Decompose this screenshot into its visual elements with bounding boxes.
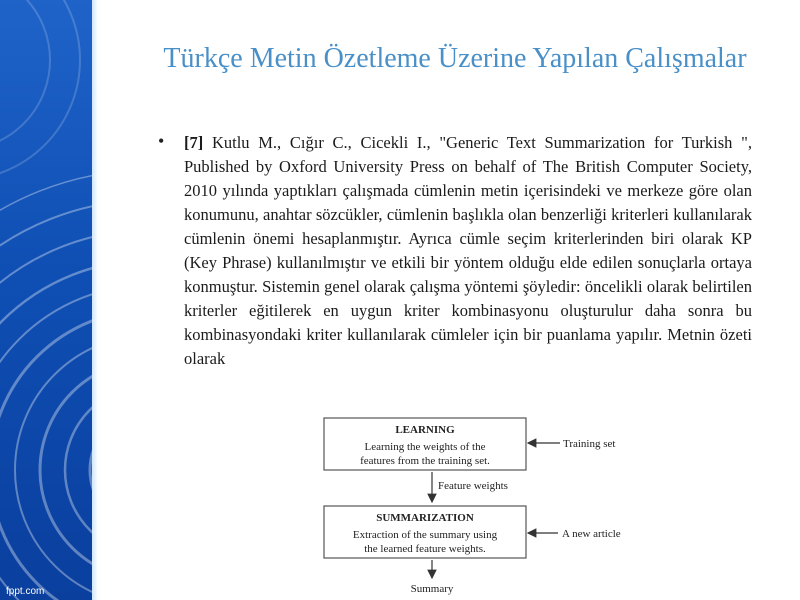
summarization-line1: Extraction of the summary using [352,529,498,541]
learning-title: LEARNING [395,424,455,436]
slide-title: Türkçe Metin Özetleme Üzerine Yapılan Çalışmalar [163,43,747,74]
footer-credit: fppt.com [6,586,45,597]
learning-line1: Learning the weights of the [364,441,486,453]
diagram-graphic [318,412,658,598]
paragraph-text: Kutlu M., Cığır C., Cicekli I., "Generic Text Summarization for Turkish ", Published by Oxford University Press on behalf of The British Computer Society, 2010 yılında yaptıkları çalışmada cümlenin metin içerisindeki ve merkeze göre olan konumunu, anahtar sözcükler, cümlenin başlıkla olan benzerliği kriterleri kullanılarak cümlenin önemi hesaplanmıştır. Ayrıca cümle seçim kriterlerinden biri olarak KP (Key Phrase) kullanılmıştır ve etkili bir yöntem olduğu elde edilen sonuçlarla ortaya konmuştur. Sistemin genel olarak çalışma yöntemi şöyledir: öncelikli olarak belirtilen kriterler eğitilerek en uygun kriter kombinasyonu oluşturulur daha sonra bu kombinasyondaki kriter kullanılarak cümleler için bir puanlama yapılır. Metnin özeti olarak [184,133,752,368]
learning-summarization-diagram [318,412,658,598]
band-edge-gradient [92,0,98,600]
bullet-marker: • [158,131,165,151]
summarization-title: SUMMARIZATION [376,512,474,524]
learning-line2: features from the training set. [360,455,490,467]
summary-label: Summary [410,583,454,595]
training-set-label: Training set [563,438,616,450]
summarization-line2: the learned feature weights. [364,543,486,555]
new-article-label: A new article [562,528,621,540]
feature-weights-label: Feature weights [438,480,508,492]
bullet-paragraph [184,131,752,371]
decorative-side-band [0,0,92,600]
reference-number: [7] [184,133,204,152]
decorative-arcs [0,0,92,600]
